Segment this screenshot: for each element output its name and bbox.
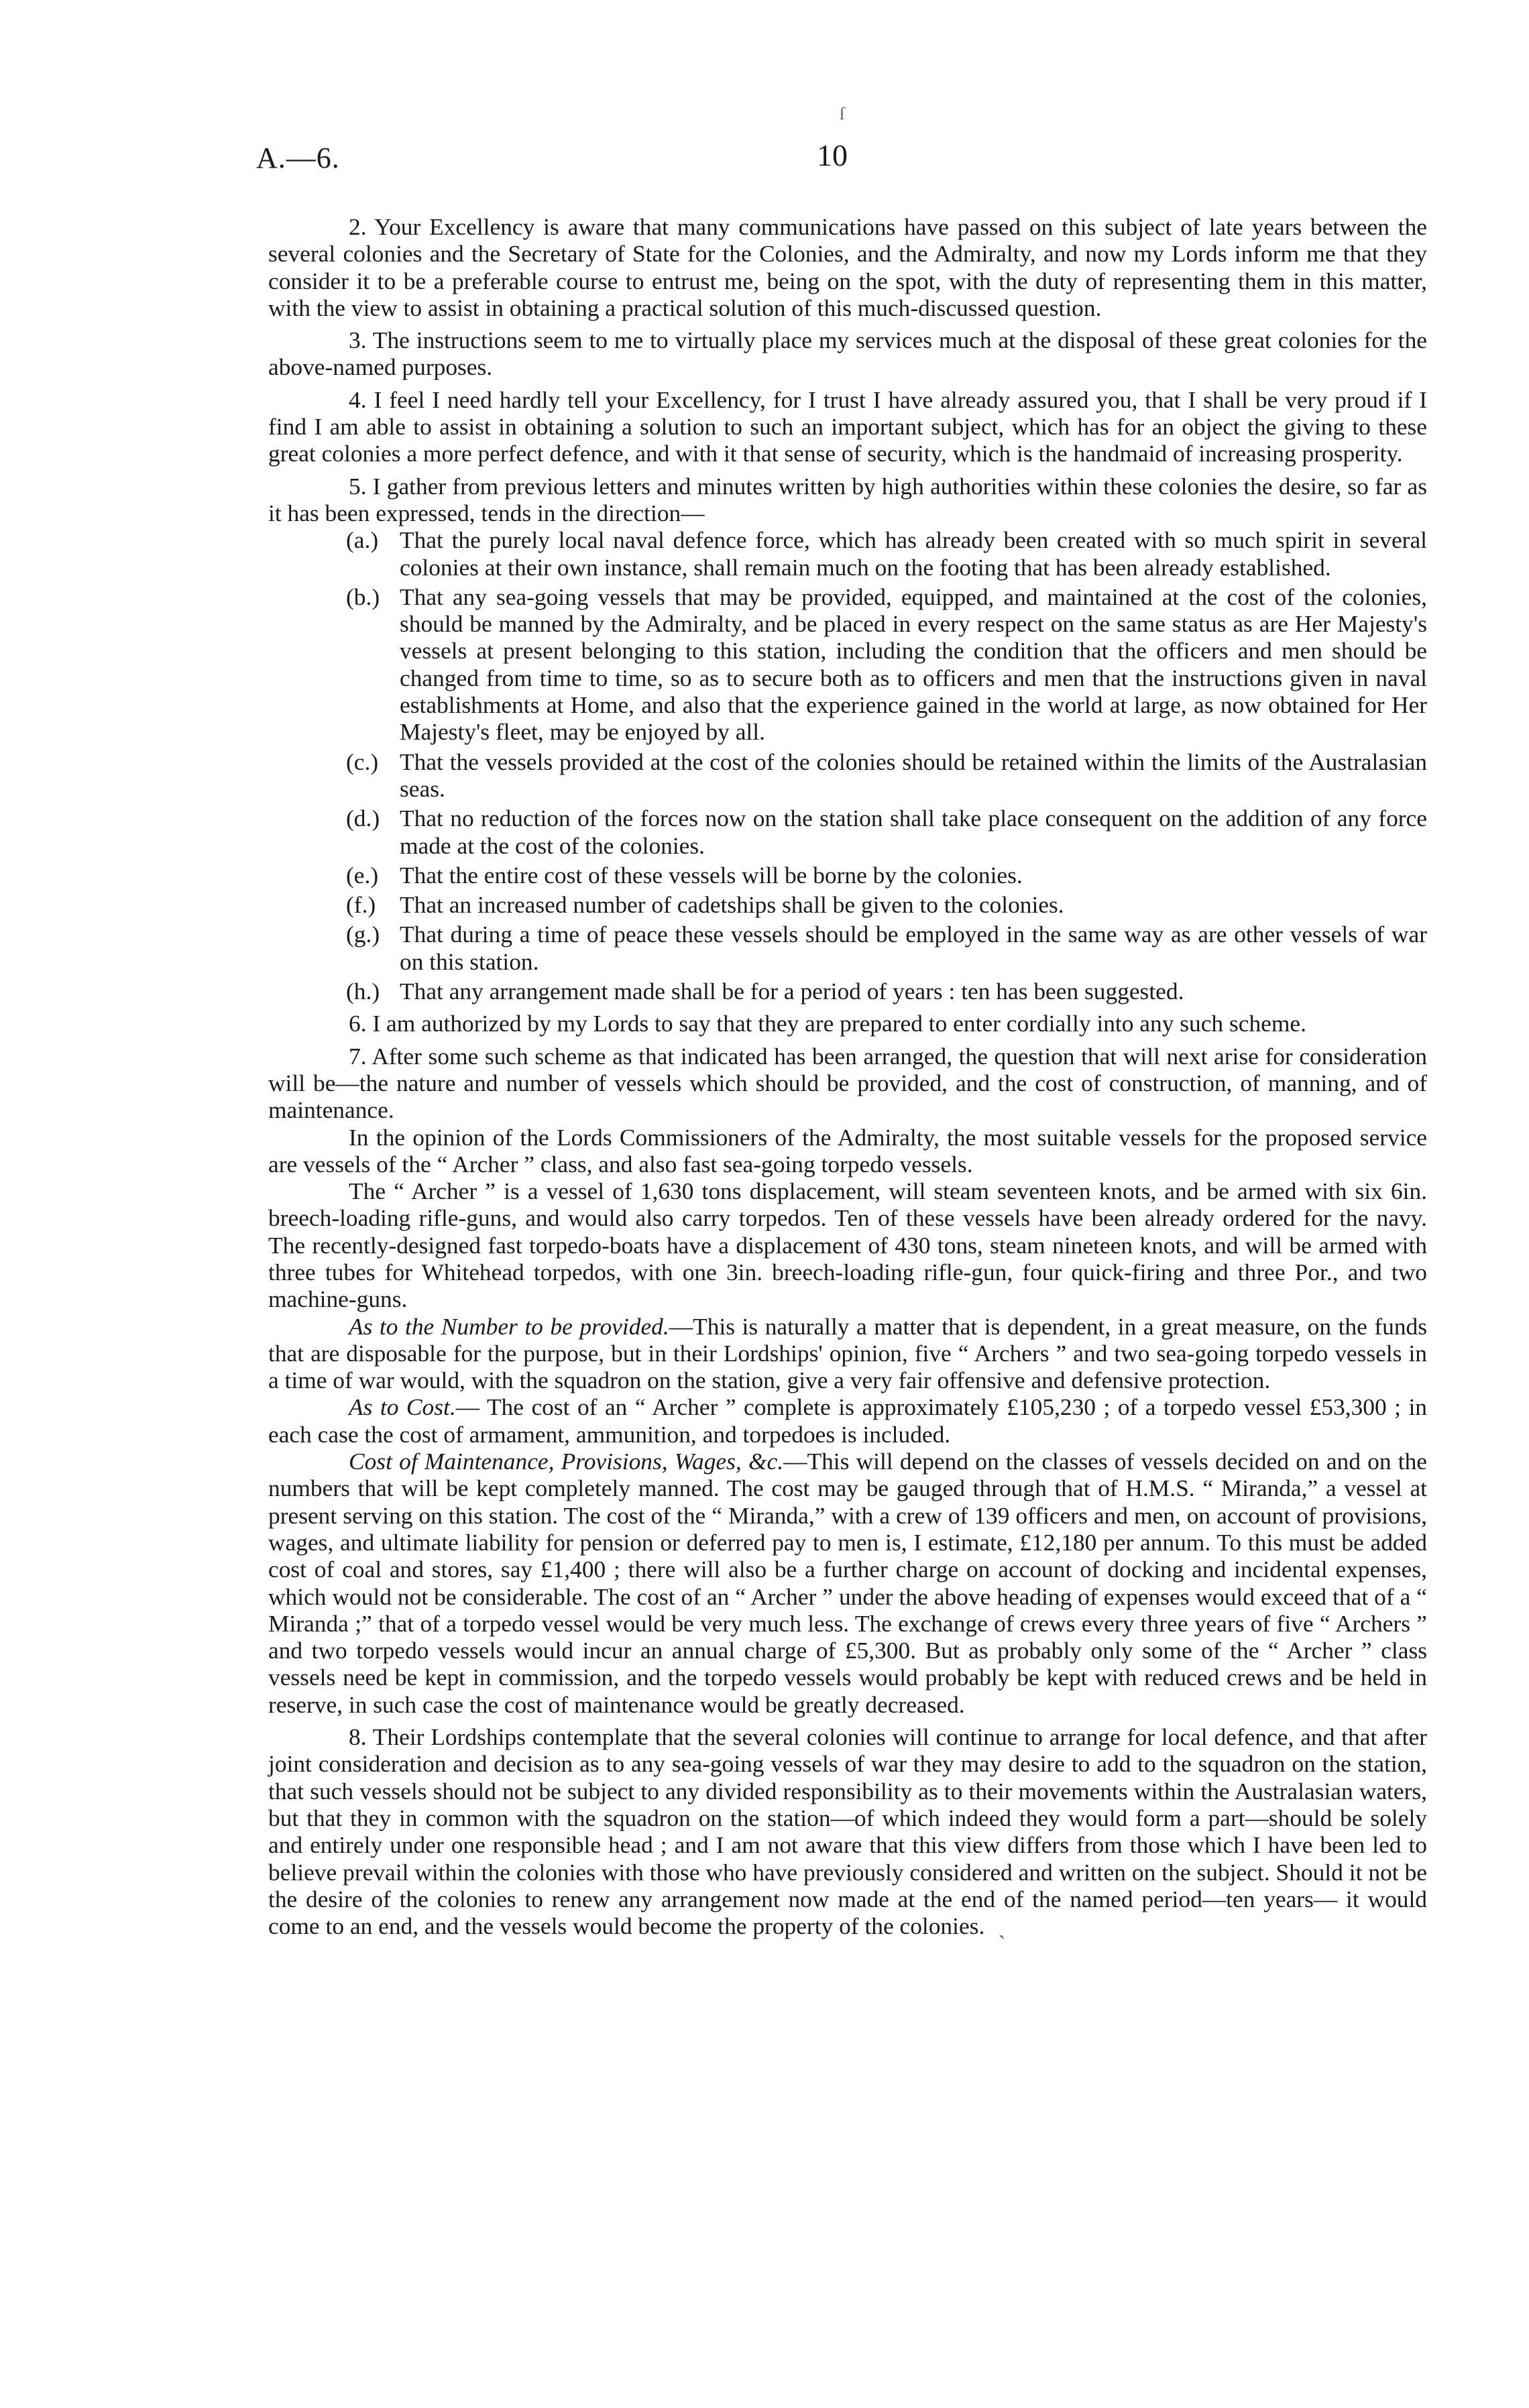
document-body bbox=[268, 213, 1427, 1939]
list-item bbox=[268, 583, 1427, 746]
maintenance-heading: Cost of Maintenance, Provisions, Wages, &c. bbox=[349, 1448, 784, 1475]
list-item-label: (a.) bbox=[346, 526, 379, 554]
paragraph-7-cost bbox=[268, 1393, 1427, 1448]
list-item-text: That the purely local naval defence force, which has already been created with so much spirit in several colonies at their own instance, shall remain much on the footing that has been already established. bbox=[400, 526, 1427, 581]
paragraph-7-number bbox=[268, 1313, 1427, 1394]
document-reference: A.—6. bbox=[256, 141, 340, 174]
list-item-label: (f.) bbox=[346, 891, 376, 919]
list-item-text: That any sea-going vessels that may be provided, equipped, and maintained at the cost of the colonies, should be manned by the Admiralty, and be placed in every respect on the same status as are Her Majesty's vessels at present belonging to this station, including the condition that the officers and men should be changed from time to time, so as to secure both as to officers and men that the instructions given in naval establishments at Home, and also that the experience gained in the world at large, as now obtained for Her Majesty's fleet, may be enjoyed by all. bbox=[400, 583, 1427, 746]
paragraph-2: 2. Your Excellency is aware that many communications have passed on this subject of late years between the several colonies and the Secretary of State for the Colonies, and the Admiralty, and now my Lords inform me that they consider it to be a preferable course to entrust me, being on the spot, with the duty of representing them in this matter, with the view to assist in obtaining a practical solution of this much-discussed question. bbox=[268, 213, 1427, 321]
list-item-text: That the entire cost of these vessels will be borne by the colonies. bbox=[400, 861, 1023, 888]
number-text: —This is naturally a matter that is dependent, in a great measure, on the funds that are disposable for the purpose, but in their Lordships' opinion, five “ Archers ” and two sea-going torpedo vessels in a time of war would, with the squadron on the station, give a very fair offensive and defensive protection. bbox=[268, 1312, 1427, 1394]
paragraph-8-text: 8. Their Lordships contemplate that the several colonies will continue to arrange for local defence, and that after joint consideration and decision as to any sea-going vessels of war they may desire to add to the squadron on the station, that such vessels should not be subject to any divided responsibility as to their movements within the Australasian waters, but that they in common with the squadron on the station—of which indeed they would form a part—should be solely and entirely under one responsible head ; and I am not aware that this view differs from those which I have been led to believe prevail within the colonies with those who have previously considered and written on the subject. Should it not be the desire of the colonies to renew any arrangement now made at the end of the named period—ten years— it would come to an end, and the vessels would become the property of the colonies. bbox=[268, 1723, 1427, 1940]
paragraph-3: 3. The instructions seem to me to virtually place my services much at the disposal of these great colonies for the above-named purposes. bbox=[268, 327, 1427, 381]
list-item-text: That an increased number of cadetships shall be given to the colonies. bbox=[400, 891, 1064, 919]
list-item-text: That the vessels provided at the cost of the colonies should be retained within the limits of the Australasian seas. bbox=[400, 748, 1427, 802]
number-heading: As to the Number to be provided. bbox=[349, 1312, 669, 1340]
list-item bbox=[268, 748, 1427, 803]
list-item-label: (e.) bbox=[346, 861, 379, 888]
paragraph-5: 5. I gather from previous letters and minutes written by high authorities within these colonies the desire, so far as it has been expressed, tends in the direction— bbox=[268, 472, 1427, 526]
list-item bbox=[268, 891, 1427, 918]
page-number: 10 bbox=[817, 138, 848, 172]
list-item bbox=[268, 921, 1427, 975]
paragraph-6: 6. I am authorized by my Lords to say that they are prepared to enter cordially into any such scheme. bbox=[349, 1010, 1306, 1037]
direction-list bbox=[268, 526, 1427, 1005]
paragraph-7: 7. After some such scheme as that indicated has been arranged, the question that will next arise for consideration will be—the nature and number of vessels which should be provided, and the cost of construction, of manning, and of maintenance. bbox=[268, 1042, 1427, 1124]
maintenance-text: —This will depend on the classes of vessels decided on and on the numbers that will be kept completely manned. The cost may be gauged through that of H.M.S. “ Miranda,” a vessel at present serving on this station. The cost of the “ Miranda,” with a crew of 139 officers and men, on account of provisions, wages, and ultimate liability for pension or deferred pay to men is, I estimate, £12,180 per annum. To this must be added cost of coal and stores, say £1,400 ; there will also be a further charge on account of docking and incidental expenses, which would not be considerable. The cost of an “ Archer ” under the above heading of expenses would exceed that of a “ Miranda ;” that of a torpedo vessel would be very much less. The exchange of crews every three years of five “ Archers ” and two torpedo vessels would incur an annual charge of £5,300. But as probably only some of the “ Archer ” class vessels need be kept in commission, and the torpedo vessels would probably be kept with reduced crews and be held in reserve, in such case the cost of maintenance would be greatly decreased. bbox=[268, 1448, 1427, 1718]
list-item-label: (b.) bbox=[346, 583, 380, 610]
list-item-label: (h.) bbox=[346, 978, 380, 1005]
end-mark: ˏ bbox=[998, 1912, 1007, 1940]
paragraph-7-archer: The “ Archer ” is a vessel of 1,630 tons displacement, will steam seventeen knots, and be armed with six 6in. breech-loading rifle-guns, and would also carry torpedos. Ten of these vessels have been already ordered for the navy. The recently-designed fast torpedo-boats have a displacement of 430 tons, steam nineteen knots, and will be armed with three tubes for Whitehead torpedos, with one 3in. breech-loading rifle-gun, four quick-firing and three Por., and two machine-guns. bbox=[268, 1178, 1427, 1313]
paragraph-8 bbox=[268, 1723, 1427, 1939]
margin-mark: ſ bbox=[840, 104, 845, 123]
list-item-label: (c.) bbox=[346, 748, 379, 775]
list-item bbox=[268, 978, 1427, 1005]
paragraph-7-vessels: In the opinion of the Lords Commissioners of the Admiralty, the most suitable vessels for the proposed service are vessels of the “ Archer ” class, and also fast sea-going torpedo vessels. bbox=[268, 1123, 1427, 1178]
list-item-label: (g.) bbox=[346, 921, 380, 948]
paragraph-4: 4. I feel I need hardly tell your Excellency, for I trust I have already assured you, that I shall be very proud if I find I am able to assist in obtaining a solution to such an important subject, which has for an object the giving to these great colonies a more perfect defence, and with it that sense of security, which is the handmaid of increasing prosperity. bbox=[268, 386, 1427, 467]
cost-text: — The cost of an “ Archer ” complete is approximately £105,230 ; of a torpedo vessel £53,300 ; in each case the cost of armament, ammunition, and torpedoes is included. bbox=[268, 1393, 1427, 1448]
list-item bbox=[268, 526, 1427, 581]
list-item-text: That any arrangement made shall be for a period of years : ten has been suggested. bbox=[400, 978, 1184, 1005]
list-item bbox=[268, 862, 1427, 888]
cost-heading: As to Cost. bbox=[349, 1393, 456, 1421]
list-item-label: (d.) bbox=[346, 805, 380, 832]
list-item-text: That during a time of peace these vessels should be employed in the same way as are other vessels of war on this station. bbox=[400, 921, 1427, 975]
list-item-text: That no reduction of the forces now on the station shall take place consequent on the addition of any force made at the cost of the colonies. bbox=[400, 805, 1427, 859]
list-item bbox=[268, 805, 1427, 859]
paragraph-7-maintenance bbox=[268, 1448, 1427, 1718]
